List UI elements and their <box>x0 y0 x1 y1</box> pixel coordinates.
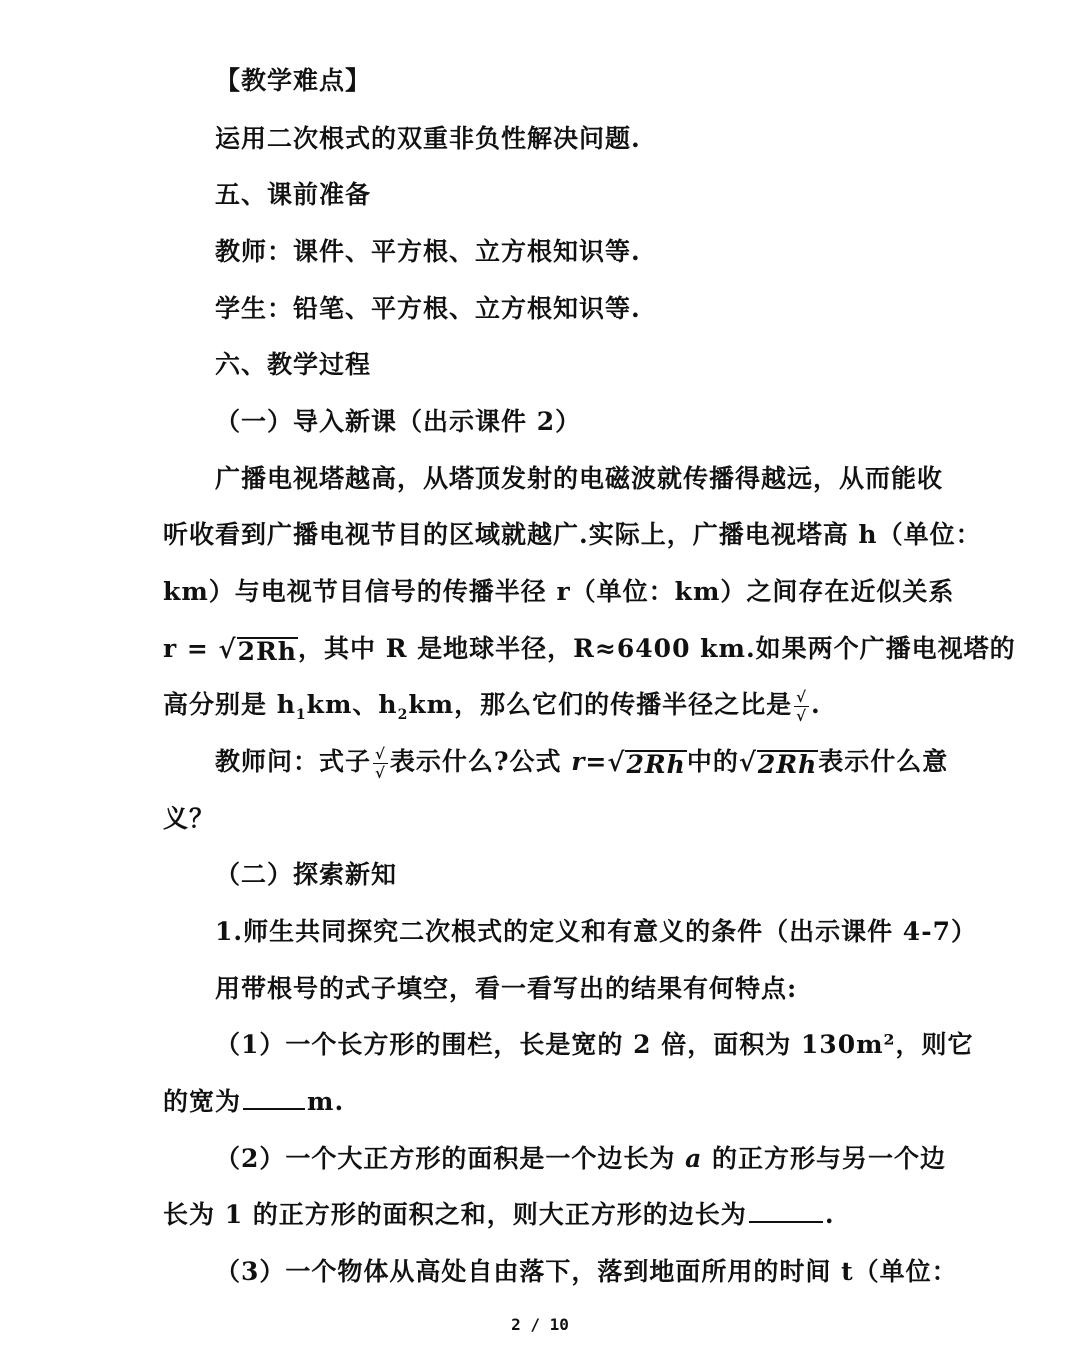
answer-blank <box>749 1199 823 1223</box>
text: = <box>585 747 608 776</box>
text: 表示什么?公式 <box>389 747 572 776</box>
paragraph: 听收看到广播电视节目的区域就越广.实际上，广播电视塔高 h（单位： <box>163 520 982 549</box>
text: ，其中 R 是地球半径，R≈6400 km.如果两个广播电视塔的 <box>297 634 1016 663</box>
text: 的正方形与另一个边 <box>702 1144 947 1173</box>
subsection-heading: （一）导入新课（出示课件 2） <box>215 407 582 436</box>
text: 教师问：式子 <box>215 747 372 776</box>
variable-a: a <box>685 1144 703 1173</box>
text: . <box>824 1200 835 1229</box>
subsection-heading: （二）探索新知 <box>215 860 398 889</box>
sqrt-expression: √ 2Rh <box>607 747 686 779</box>
paragraph-question-line <box>215 745 948 782</box>
text: 长为 1 的正方形的面积之和，则大正方形的边长为 <box>163 1200 747 1229</box>
sqrt-argument: 2Rh <box>626 749 686 779</box>
variable-r: r <box>571 747 586 776</box>
text: 表示什么意 <box>818 747 949 776</box>
text: 中的 <box>686 747 739 776</box>
paragraph: 教师：课件、平方根、立方根知识等. <box>215 237 641 266</box>
section-heading-preparation: 五、课前准备 <box>215 180 372 209</box>
paragraph: 1.师生共同探究二次根式的定义和有意义的条件（出示课件 4-7） <box>215 917 977 946</box>
text: 高分别是 h <box>163 690 296 719</box>
ratio-fraction: $\frac{√}{√}$ <box>796 688 807 725</box>
text: km、h <box>306 690 398 719</box>
text: （2）一个大正方形的面积是一个边长为 <box>215 1144 686 1173</box>
text: m. <box>307 1087 345 1116</box>
paragraph: 运用二次根式的双重非负性解决问题. <box>215 124 641 153</box>
question-item-2 <box>215 1142 946 1176</box>
paragraph-ratio-line <box>163 688 821 732</box>
paragraph-formula-line <box>163 632 1016 666</box>
paragraph: 广播电视塔越高，从塔顶发射的电磁波就传播得越远，从而能收 <box>215 464 944 493</box>
question-item-2-cont <box>163 1198 835 1232</box>
text: 的宽为 <box>163 1087 242 1116</box>
sqrt-argument: 2Rh <box>757 749 818 779</box>
text: . <box>810 690 821 719</box>
sqrt-expression: √ 2Rh <box>218 634 297 666</box>
question-item-1-cont <box>163 1085 344 1119</box>
subscript: 1 <box>295 707 307 723</box>
question-fraction: $\frac{√}{√}$ <box>375 745 386 782</box>
paragraph: 学生：铅笔、平方根、立方根知识等. <box>215 294 641 323</box>
paragraph: km）与电视节目信号的传播半径 r（单位：km）之间存在近似关系 <box>163 577 955 606</box>
page-number: 2 / 10 <box>511 1315 569 1334</box>
section-heading-difficulty: 【教学难点】 <box>215 66 372 95</box>
subscript: 2 <box>397 707 409 723</box>
section-heading-process: 六、教学过程 <box>215 350 372 379</box>
text: r = <box>163 634 219 663</box>
paragraph: 用带根号的式子填空，看一看写出的结果有何特点: <box>215 974 798 1003</box>
question-item-3: （3）一个物体从高处自由落下，落到地面所用的时间 t（单位： <box>215 1257 958 1286</box>
paragraph: 义？ <box>163 804 216 833</box>
question-item-1: （1）一个长方形的围栏，长是宽的 2 倍，面积为 130m²，则它 <box>215 1030 974 1059</box>
answer-blank <box>243 1086 305 1110</box>
text: km，那么它们的传播半径之比是 <box>408 690 793 719</box>
sqrt-expression: √ 2Rh <box>738 747 818 779</box>
sqrt-argument: 2Rh <box>237 636 297 666</box>
